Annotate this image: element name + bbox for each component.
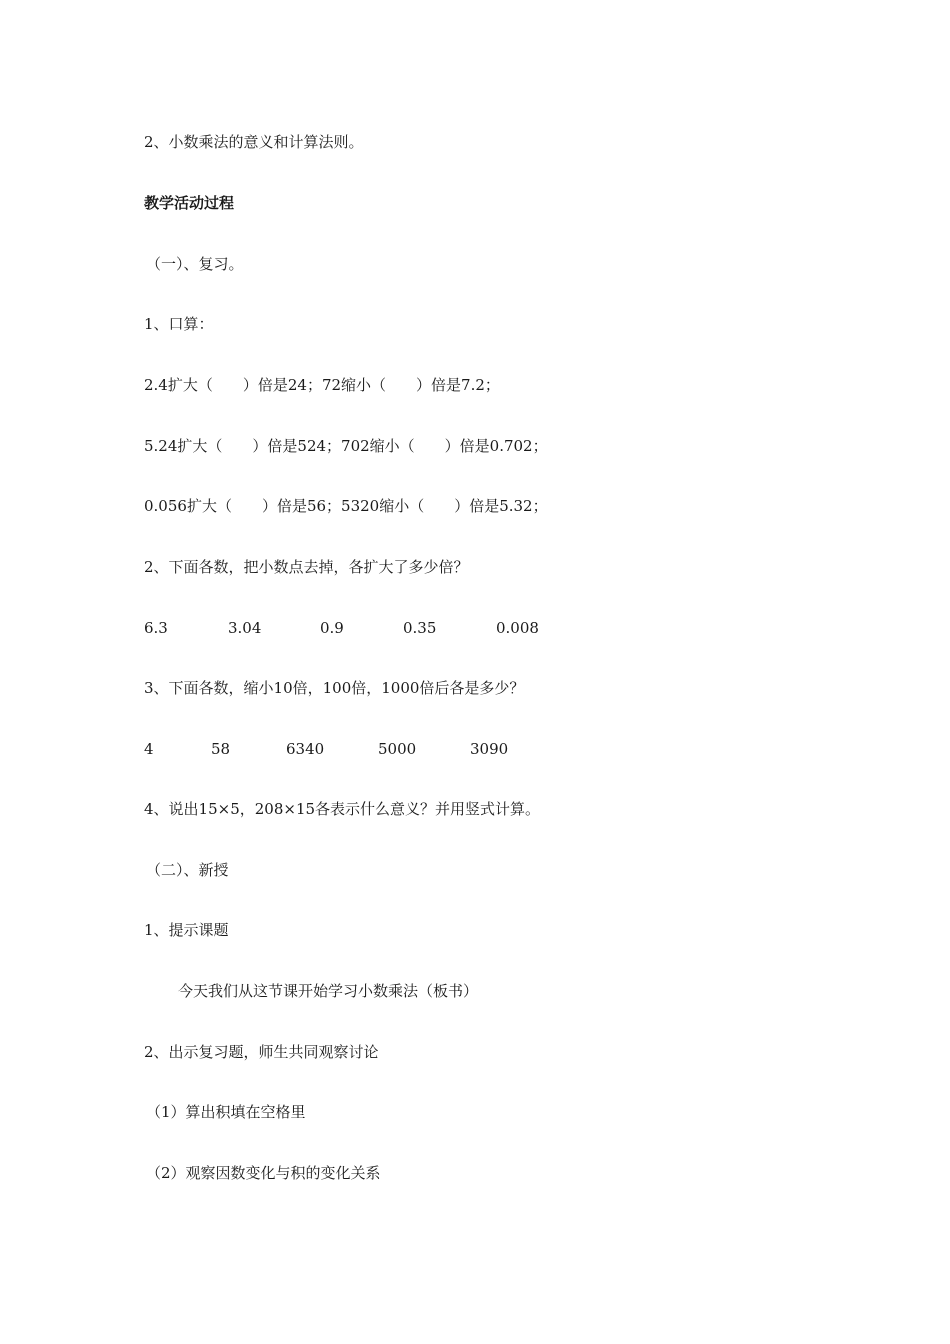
list-item: 0.35 [403,619,437,637]
question-1: 1、口算： [144,315,214,333]
section-new-lesson: （二）、新授 [146,861,229,879]
list-item: 6.3 [144,619,168,637]
list-item: 6340 [286,740,325,758]
list-item: 0.9 [320,619,344,637]
new-item-2: 2、出示复习题，师生共同观察讨论 [144,1043,379,1061]
list-item: 0.008 [496,619,539,637]
oral-item-3: 0.056扩大（ ）倍是56；5320缩小（ ）倍是5.32； [144,497,548,515]
section-heading: 教学活动过程 [144,194,235,212]
list-item: 5000 [378,740,417,758]
list-item: 4 [144,740,154,758]
question-4: 4、说出15×5，208×15各表示什么意义？并用竖式计算。 [144,800,541,818]
section-review: （一）、复习。 [146,255,244,273]
list-item: 58 [211,740,231,758]
sub-item-2: （2）观察因数变化与积的变化关系 [146,1164,381,1182]
new-item-1-text: 今天我们从这节课开始学习小数乘法（板书） [178,982,479,1000]
question-3: 3、下面各数，缩小10倍，100倍，1000倍后各是多少？ [144,679,525,697]
new-item-1: 1、提示课题 [144,921,229,939]
list-item: 3090 [470,740,509,758]
text-line-multiplication-meaning: 2、小数乘法的意义和计算法则。 [144,133,364,151]
list-item: 3.04 [228,619,262,637]
sub-item-1: （1）算出积填在空格里 [146,1103,306,1121]
oral-item-2: 5.24扩大（ ）倍是524；702缩小（ ）倍是0.702； [144,437,548,455]
oral-item-1: 2.4扩大（ ）倍是24；72缩小（ ）倍是7.2； [144,376,500,394]
question-2: 2、下面各数，把小数点去掉，各扩大了多少倍？ [144,558,469,576]
